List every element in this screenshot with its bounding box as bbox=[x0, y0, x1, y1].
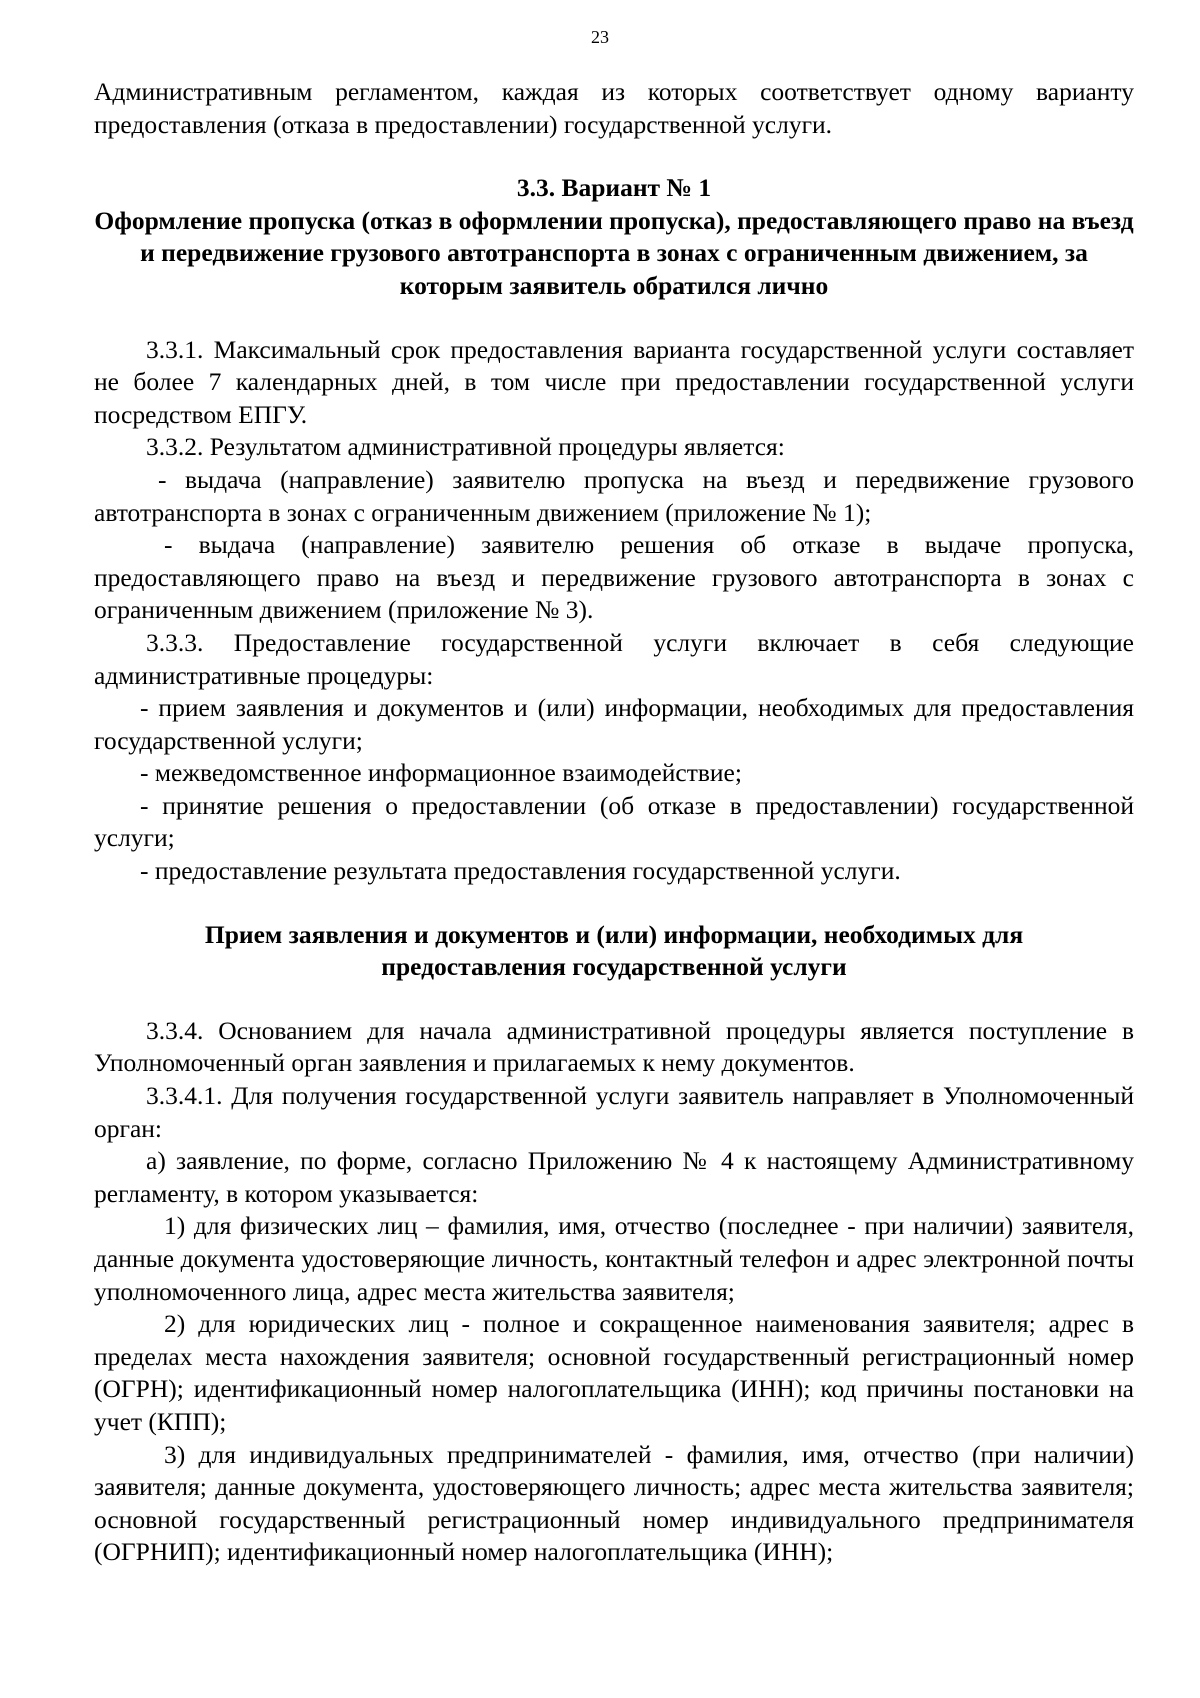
list-item-procedure-decision: - принятие решения о предоставлении (об отказе в предоставлении) государственной услуги; bbox=[94, 790, 1134, 853]
list-item-application: а) заявление, по форме, согласно Приложению № 4 к настоящему Административному регламенту, в котором указывается: bbox=[94, 1146, 1134, 1208]
list-item-procedure-reception: - прием заявления и документов и (или) информации, необходимых для предоставления государственной услуги; bbox=[94, 693, 1134, 755]
paragraph-3-3-1: 3.3.1. Максимальный срок предоставления варианта государственной услуги составляет не более 7 календарных дней, в том числе при предоставлении государственной услуги посредством ЕПГУ. bbox=[94, 334, 1134, 429]
list-item-legal-entities: 2) для юридических лиц - полное и сокращенное наименования заявителя; адрес в пределах места нахождения заявителя; основной государственный регистрационный номер (ОГРН); идентификационный номер налогоплательщика (ИНН); код причины постановки на учет (КПП); bbox=[94, 1309, 1134, 1436]
list-item-entrepreneurs: 3) для индивидуальных предпринимателей - фамилия, имя, отчество (при наличии) заявителя; данные документа, удостоверяющего личность; адрес места жительства заявителя; основной государственный регистрационный номер индивидуального предпринимателя (ОГРНИП); идентификационный номер налогоплательщика (ИНН); bbox=[94, 1439, 1134, 1567]
document-body bbox=[94, 76, 1134, 1569]
list-item-procedure-interagency: - межведомственное информационное взаимодействие; bbox=[140, 758, 742, 788]
spacer bbox=[94, 141, 1134, 172]
page-number: 23 bbox=[591, 27, 609, 47]
list-item-procedure-result: - предоставление результата предоставления государственной услуги. bbox=[140, 856, 901, 886]
spacer bbox=[94, 303, 1134, 334]
list-item-result-refusal: - выдача (направление) заявителю решения об отказе в выдаче пропуска, предоставляющего право на въезд и передвижение грузового автотранспорта в зонах с ограниченным движением (приложение № 3). bbox=[94, 530, 1134, 625]
section-number-heading: 3.3. Вариант № 1 bbox=[516, 173, 712, 203]
paragraph-3-3-2: 3.3.2. Результатом административной процедуры является: bbox=[146, 432, 785, 462]
paragraph-3-3-4: 3.3.4. Основанием для начала административной процедуры является поступление в Уполномоченный орган заявления и прилагаемых к нему документов. bbox=[94, 1015, 1134, 1078]
list-item-individuals: 1) для физических лиц – фамилия, имя, отчество (последнее - при наличии) заявителя, данные документа удостоверяющие личность, контактный телефон и адрес электронной почты уполномоченного лица, адрес места жительства заявителя; bbox=[94, 1211, 1134, 1306]
list-item-result-pass: - выдача (направление) заявителю пропуска на въезд и передвижение грузового автотранспорта в зонах с ограниченным движением (приложение № 1); bbox=[94, 464, 1134, 527]
paragraph-3-3-4-1: 3.3.4.1. Для получения государственной услуги заявитель направляет в Уполномоченный орган: bbox=[94, 1081, 1134, 1143]
spacer bbox=[94, 984, 1134, 1015]
intro-paragraph: Административным регламентом, каждая из которых соответствует одному варианту предоставления (отказа в предоставлении) государственной услуги. bbox=[94, 77, 1134, 139]
paragraph-3-3-3: 3.3.3. Предоставление государственной услуги включает в себя следующие административные процедуры: bbox=[94, 627, 1134, 690]
subsection-heading: Прием заявления и документов и (или) информации, необходимых для предоставления государственной услуги bbox=[204, 919, 1024, 982]
section-title-heading: Оформление пропуска (отказ в оформлении пропуска), предоставляющего право на въезд и передвижение грузового автотранспорта в зонах с ограниченным движением, за которым заявитель обратился лично bbox=[94, 205, 1134, 300]
spacer bbox=[94, 888, 1134, 919]
